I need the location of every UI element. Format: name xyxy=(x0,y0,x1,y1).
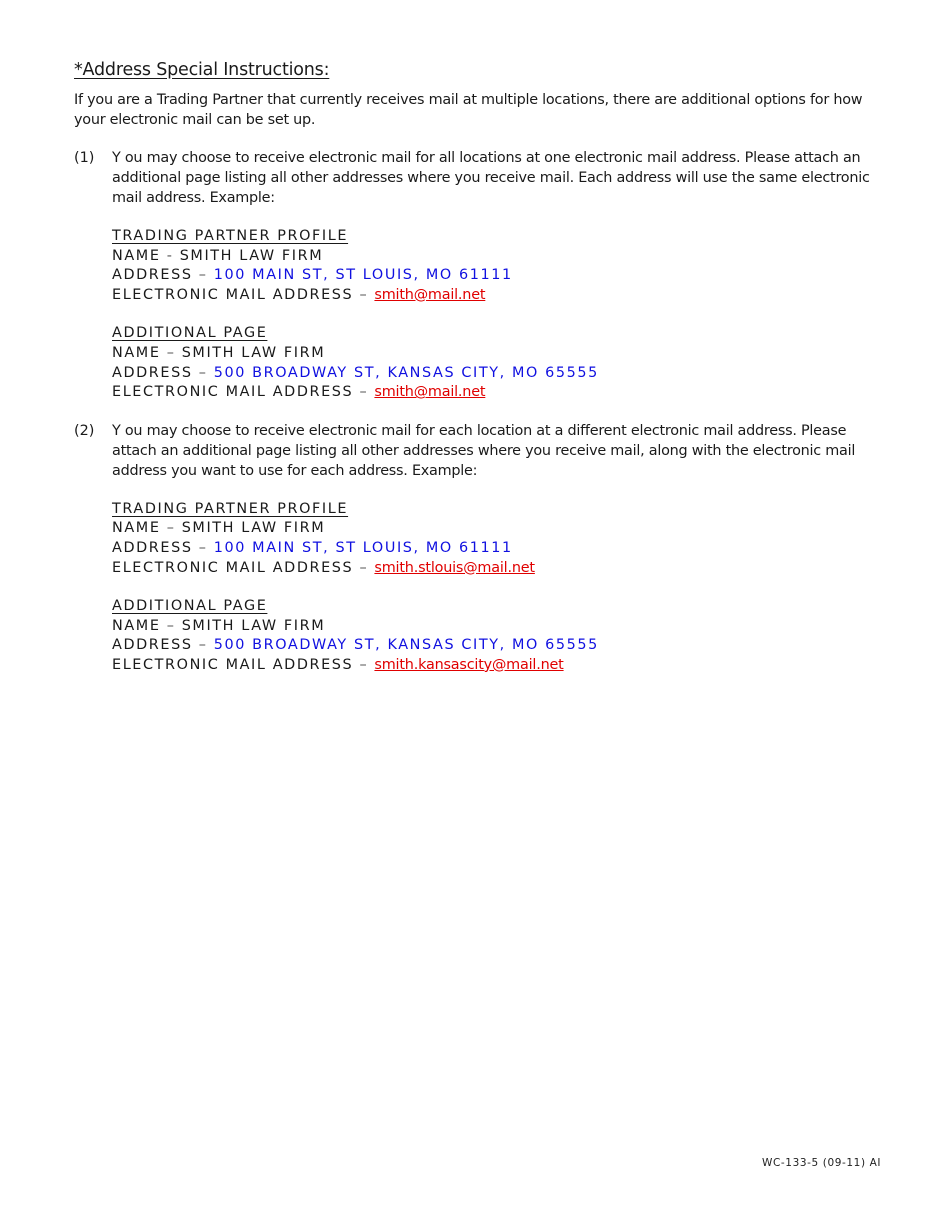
address-value: 500 BROADWAY ST, KANSAS CITY, MO 65555 xyxy=(213,637,599,654)
separator: – xyxy=(353,286,375,303)
separator: – xyxy=(192,267,214,284)
name-label: NAME xyxy=(112,344,161,361)
separator: – xyxy=(192,364,214,381)
address-label: ADDRESS xyxy=(112,637,193,654)
name-label: NAME xyxy=(112,247,161,264)
address-label: ADDRESS xyxy=(112,364,193,381)
block-title: TRADING PARTNER PROFILE xyxy=(112,228,349,244)
name-line xyxy=(112,247,880,267)
email-line xyxy=(112,286,880,306)
address-line xyxy=(112,636,880,656)
email-label: ELECTRONIC MAIL ADDRESS xyxy=(112,656,354,673)
additional-page-example xyxy=(112,597,880,675)
option-2 xyxy=(74,421,880,676)
email-label: ELECTRONIC MAIL ADDRESS xyxy=(112,286,354,303)
name-value: SMITH LAW FIRM xyxy=(181,617,326,634)
email-label: ELECTRONIC MAIL ADDRESS xyxy=(112,559,354,576)
name-value: SMITH LAW FIRM xyxy=(181,344,326,361)
email-label: ELECTRONIC MAIL ADDRESS xyxy=(112,384,354,401)
name-line xyxy=(112,617,880,637)
option-body xyxy=(112,148,880,403)
separator: - xyxy=(160,247,180,264)
separator: – xyxy=(353,559,375,576)
option-body xyxy=(112,421,880,676)
trading-partner-profile-example xyxy=(112,227,880,305)
email-link[interactable]: smith.kansascity@mail.net xyxy=(374,656,564,673)
document-page xyxy=(74,58,880,676)
address-line xyxy=(112,539,880,559)
separator: – xyxy=(192,637,214,654)
address-label: ADDRESS xyxy=(112,539,193,556)
separator: – xyxy=(160,520,182,537)
form-number-footer: WC-133-5 (09-11) AI xyxy=(762,1157,882,1169)
address-line xyxy=(112,364,880,384)
separator: – xyxy=(160,617,182,634)
option-text: Y ou may choose to receive electronic mail for each location at a different electronic mail address. Please attach an additional page listing all other addresses where you receive mail, along with the electronic mail address you want to use for each address. Example: xyxy=(112,422,856,479)
additional-page-example xyxy=(112,324,880,402)
email-line xyxy=(112,559,880,579)
address-label: ADDRESS xyxy=(112,267,193,284)
name-value: SMITH LAW FIRM xyxy=(179,247,324,264)
address-value: 100 MAIN ST, ST LOUIS, MO 61111 xyxy=(213,267,513,284)
name-label: NAME xyxy=(112,520,161,537)
separator: – xyxy=(353,656,375,673)
email-link[interactable]: smith.stlouis@mail.net xyxy=(374,559,535,576)
section-heading: *Address Special Instructions: xyxy=(74,60,330,80)
name-line xyxy=(112,519,880,539)
intro-paragraph: If you are a Trading Partner that currently receives mail at multiple locations, there are additional options for how your electronic mail can be set up. xyxy=(74,92,863,128)
separator: – xyxy=(192,539,214,556)
separator: – xyxy=(353,384,375,401)
name-value: SMITH LAW FIRM xyxy=(181,520,326,537)
address-value: 100 MAIN ST, ST LOUIS, MO 61111 xyxy=(213,539,513,556)
email-link[interactable]: smith@mail.net xyxy=(374,384,486,401)
separator: – xyxy=(160,344,182,361)
trading-partner-profile-example xyxy=(112,500,880,578)
block-title: TRADING PARTNER PROFILE xyxy=(112,500,349,517)
email-link[interactable]: smith@mail.net xyxy=(374,286,486,303)
address-line xyxy=(112,266,880,286)
option-number: (2) xyxy=(74,422,95,439)
address-value: 500 BROADWAY ST, KANSAS CITY, MO 65555 xyxy=(213,364,599,381)
option-text: Y ou may choose to receive electronic mail for all locations at one electronic mail address. Please attach an additional page listing all other addresses where you receive mail. Each address will use the same electronic mail address. Example: xyxy=(112,150,870,206)
email-line xyxy=(112,383,880,403)
email-line xyxy=(112,656,880,676)
block-title: ADDITIONAL PAGE xyxy=(112,325,268,342)
option-number: (1) xyxy=(74,150,95,166)
name-label: NAME xyxy=(112,617,161,634)
option-1 xyxy=(74,148,880,403)
name-line xyxy=(112,344,880,364)
block-title: ADDITIONAL PAGE xyxy=(112,598,268,615)
